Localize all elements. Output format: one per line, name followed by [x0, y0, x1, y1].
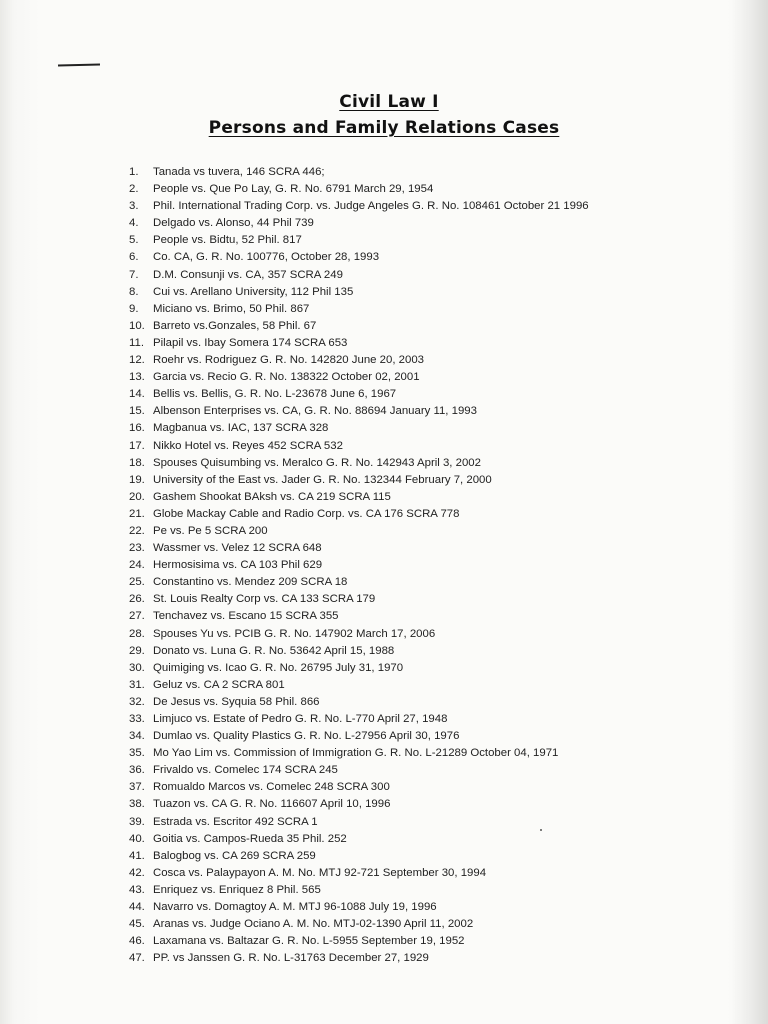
- case-number: 24.: [129, 559, 145, 572]
- case-number: 39.: [129, 815, 145, 828]
- case-citation: Miciano vs. Brimo, 50 Phil. 867: [153, 302, 310, 315]
- case-item: [129, 335, 689, 352]
- case-number: 45.: [129, 918, 145, 931]
- case-citation: Pe vs. Pe 5 SCRA 200: [153, 524, 268, 537]
- case-number: 19.: [129, 473, 145, 486]
- case-item: [129, 848, 689, 865]
- case-item: [129, 694, 689, 711]
- case-item: [129, 814, 689, 831]
- case-number: 26.: [129, 593, 145, 606]
- case-citation: Constantino vs. Mendez 209 SCRA 18: [153, 576, 348, 589]
- case-item: [129, 762, 689, 779]
- case-number: 34.: [129, 730, 145, 743]
- case-number: 2.: [129, 183, 139, 196]
- case-item: [129, 438, 689, 455]
- case-number: 46.: [129, 935, 145, 948]
- case-citation: St. Louis Realty Corp vs. CA 133 SCRA 179: [153, 593, 376, 606]
- case-number: 4.: [129, 217, 139, 230]
- case-citation: Tanada vs tuvera, 146 SCRA 446;: [153, 166, 325, 178]
- case-number: 30.: [129, 661, 145, 674]
- case-item: [129, 677, 689, 694]
- case-number: 36.: [129, 764, 145, 777]
- case-number: 33.: [129, 713, 145, 725]
- case-item: [129, 284, 689, 301]
- case-citation: Globe Mackay Cable and Radio Corp. vs. CA 176 SCRA 778: [153, 507, 460, 520]
- case-item: [129, 950, 689, 967]
- case-number: 44.: [129, 901, 145, 914]
- case-citation: Spouses Yu vs. PCIB G. R. No. 147902 March 17, 2006: [153, 627, 436, 640]
- case-citation: Magbanua vs. IAC, 137 SCRA 328: [153, 422, 329, 435]
- case-item: [129, 267, 689, 284]
- case-number: 15.: [129, 405, 145, 418]
- case-citation: People vs. Bidtu, 52 Phil. 817: [153, 234, 302, 247]
- case-number: 18.: [129, 456, 145, 469]
- case-number: 13.: [129, 371, 145, 384]
- case-number: 37.: [129, 781, 145, 794]
- case-item: [129, 215, 689, 232]
- case-item: [129, 369, 689, 386]
- case-citation: Gashem Shookat BAksh vs. CA 219 SCRA 115: [153, 490, 391, 503]
- case-citation: Roehr vs. Rodriguez G. R. No. 142820 June 20, 2003: [153, 354, 425, 367]
- case-citation: Tuazon vs. CA G. R. No. 116607 April 10, 1996: [153, 798, 391, 811]
- case-item: [129, 796, 689, 813]
- case-item: [129, 933, 689, 950]
- case-number: 47.: [129, 952, 145, 965]
- case-citation: Limjuco vs. Estate of Pedro G. R. No. L-770 April 27, 1948: [153, 713, 448, 725]
- case-number: 20.: [129, 490, 145, 503]
- case-item: [129, 882, 689, 899]
- case-item: [129, 506, 689, 523]
- case-citation: Cosca vs. Palaypayon A. M. No. MTJ 92-721 September 30, 1994: [153, 866, 487, 879]
- case-citation: Barreto vs.Gonzales, 58 Phil. 67: [153, 319, 317, 332]
- case-citation: Co. CA, G. R. No. 100776, October 28, 1993: [153, 251, 380, 264]
- case-item: [129, 728, 689, 745]
- case-citation: De Jesus vs. Syquia 58 Phil. 866: [153, 695, 320, 708]
- case-item: [129, 489, 689, 506]
- case-number: 9.: [129, 302, 139, 315]
- scan-speck: [540, 829, 542, 831]
- case-number: 23.: [129, 542, 145, 555]
- case-number: 27.: [129, 610, 145, 623]
- case-item: [129, 181, 689, 198]
- document-subtitle: Persons and Family Relations Cases: [208, 118, 560, 138]
- case-number: 11.: [129, 336, 144, 349]
- case-item: [129, 574, 689, 591]
- case-item: [129, 711, 689, 728]
- case-citation: Wassmer vs. Velez 12 SCRA 648: [153, 542, 322, 555]
- case-citation: Spouses Quisumbing vs. Meralco G. R. No. 142943 April 3, 2002: [153, 456, 481, 469]
- case-citation: D.M. Consunji vs. CA, 357 SCRA 249: [153, 268, 343, 281]
- case-number: 1.: [129, 166, 139, 178]
- case-number: 35.: [129, 747, 145, 760]
- case-number: 29.: [129, 644, 145, 657]
- case-number: 16.: [129, 422, 145, 435]
- case-item: [129, 420, 689, 437]
- case-number: 38.: [129, 798, 145, 811]
- case-citation: Pilapil vs. Ibay Somera 174 SCRA 653: [153, 336, 348, 349]
- case-citation: PP. vs Janssen G. R. No. L-31763 December 27, 1929: [153, 952, 429, 965]
- page-edge-shadow: [732, 0, 768, 1024]
- case-citation: Geluz vs. CA 2 SCRA 801: [153, 678, 285, 691]
- case-citation: Balogbog vs. CA 269 SCRA 259: [153, 849, 316, 862]
- case-item: [129, 249, 689, 266]
- case-citation: Romualdo Marcos vs. Comelec 248 SCRA 300: [153, 781, 390, 794]
- case-citation: Aranas vs. Judge Ociano A. M. No. MTJ-02-1390 April 11, 2002: [153, 918, 474, 931]
- case-item: [129, 352, 689, 369]
- case-citation: Dumlao vs. Quality Plastics G. R. No. L-27956 April 30, 1976: [153, 730, 460, 743]
- case-item: [129, 523, 689, 540]
- case-item: [129, 232, 689, 249]
- case-number: 22.: [129, 524, 145, 537]
- case-item: [129, 608, 689, 625]
- case-citation: Frivaldo vs. Comelec 174 SCRA 245: [153, 764, 338, 777]
- case-citation: University of the East vs. Jader G. R. No. 132344 February 7, 2000: [153, 473, 492, 486]
- case-item: [129, 899, 689, 916]
- case-number: 21.: [129, 507, 145, 520]
- case-citation: Garcia vs. Recio G. R. No. 138322 October 02, 2001: [153, 371, 420, 384]
- case-item: [129, 916, 689, 933]
- case-number: 31.: [129, 678, 145, 691]
- case-item: [129, 643, 689, 660]
- case-citation: Mo Yao Lim vs. Commission of Immigration G. R. No. L-21289 October 04, 1971: [153, 747, 559, 760]
- case-citation: Delgado vs. Alonso, 44 Phil 739: [153, 217, 314, 230]
- case-item: [129, 301, 689, 318]
- case-item: [129, 472, 689, 489]
- case-number: 40.: [129, 832, 145, 845]
- case-citation: Navarro vs. Domagtoy A. M. MTJ 96-1088 July 19, 1996: [153, 901, 437, 914]
- case-number: 12.: [129, 354, 145, 367]
- case-citation: Hermosisima vs. CA 103 Phil 629: [153, 559, 323, 572]
- case-number: 5.: [129, 234, 139, 247]
- case-citation: Tenchavez vs. Escano 15 SCRA 355: [153, 610, 339, 623]
- case-citation: Cui vs. Arellano University, 112 Phil 135: [153, 285, 354, 298]
- case-citation: Goitia vs. Campos-Rueda 35 Phil. 252: [153, 832, 347, 845]
- case-number: 6.: [129, 251, 139, 264]
- title-block: [0, 92, 768, 138]
- case-item: [129, 745, 689, 762]
- case-citation: Bellis vs. Bellis, G. R. No. L-23678 June 6, 1967: [153, 388, 397, 401]
- case-citation: Albenson Enterprises vs. CA, G. R. No. 88694 January 11, 1993: [153, 405, 477, 418]
- case-item: [129, 779, 689, 796]
- case-item: [129, 660, 689, 677]
- case-number: 43.: [129, 883, 145, 896]
- case-number: 7.: [129, 268, 139, 281]
- case-number: 41.: [129, 849, 145, 862]
- case-item: [129, 455, 689, 472]
- case-item: [129, 626, 689, 643]
- case-number: 42.: [129, 866, 145, 879]
- case-item: [129, 198, 689, 215]
- case-number: 14.: [129, 388, 145, 401]
- case-item: [129, 164, 689, 181]
- case-citation: Enriquez vs. Enriquez 8 Phil. 565: [153, 883, 321, 896]
- case-item: [129, 386, 689, 403]
- case-item: [129, 403, 689, 420]
- document-title: Civil Law I: [339, 92, 439, 112]
- case-citation: Quimiging vs. Icao G. R. No. 26795 July 31, 1970: [153, 661, 404, 674]
- case-number: 8.: [129, 285, 139, 298]
- case-number: 28.: [129, 627, 145, 640]
- case-number: 3.: [129, 200, 139, 213]
- case-list: [129, 164, 689, 967]
- case-number: 25.: [129, 576, 145, 589]
- case-number: 32.: [129, 695, 145, 708]
- case-item: [129, 865, 689, 882]
- case-item: [129, 591, 689, 608]
- case-item: [129, 540, 689, 557]
- case-number: 17.: [129, 439, 145, 452]
- case-citation: Nikko Hotel vs. Reyes 452 SCRA 532: [153, 439, 343, 452]
- case-citation: Phil. International Trading Corp. vs. Judge Angeles G. R. No. 108461 October 21 1996: [153, 200, 589, 213]
- case-item: [129, 831, 689, 848]
- case-item: [129, 318, 689, 335]
- case-citation: Donato vs. Luna G. R. No. 53642 April 15, 1988: [153, 644, 395, 657]
- case-number: 10.: [129, 319, 145, 332]
- pen-mark: [58, 63, 100, 66]
- case-citation: Laxamana vs. Baltazar G. R. No. L-5955 September 19, 1952: [153, 935, 465, 948]
- case-item: [129, 557, 689, 574]
- case-citation: People vs. Que Po Lay, G. R. No. 6791 March 29, 1954: [153, 183, 434, 196]
- case-citation: Estrada vs. Escritor 492 SCRA 1: [153, 815, 318, 828]
